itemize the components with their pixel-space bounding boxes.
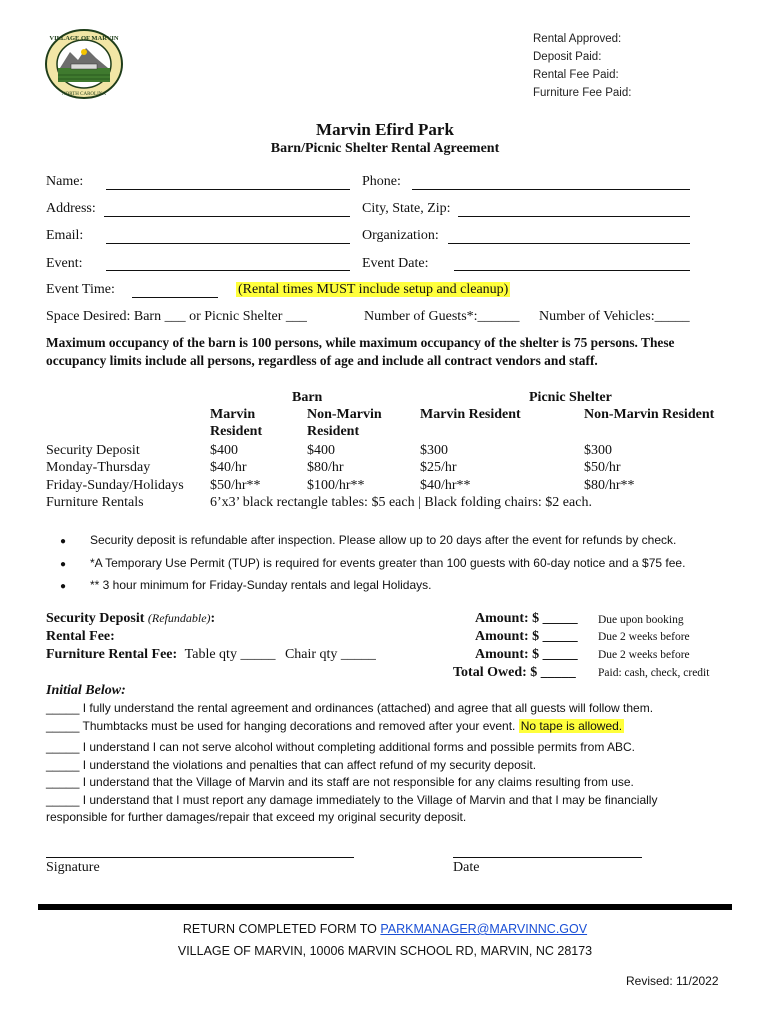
rental-times-note [236, 282, 510, 298]
list-item [60, 530, 685, 553]
rate-cell: $100/hr** [307, 478, 365, 493]
list-item-text: *A Temporary Use Permit (TUP) is required for events greater than 100 guests with 60-day notice and a $75 fee. [90, 555, 686, 570]
acknowledgement-item[interactable]: _____ I understand that the Village of Marvin and its staff are not responsible for any claims resulting from use. [46, 775, 634, 789]
acknowledgement-text: _____ Thumbtacks must be used for hanging decorations and removed after your event. [46, 718, 516, 733]
bullet-icon: ● [60, 581, 67, 592]
email-label: Email: [46, 228, 84, 243]
initial-below-heading: Initial Below: [46, 683, 126, 698]
event-label: Event: [46, 256, 83, 271]
rate-cell: $400 [210, 443, 238, 458]
rate-cell: $80/hr [307, 460, 344, 475]
list-item [60, 575, 685, 598]
return-instructions [0, 922, 770, 936]
village-address: VILLAGE OF MARVIN, 10006 MARVIN SCHOOL RD, MARVIN, NC 28173 [177, 944, 593, 958]
table-qty-field[interactable]: Table qty _____ [184, 647, 276, 662]
furniture-fee-label: Furniture Rental Fee: [46, 647, 178, 662]
due-note: Due 2 weeks before [598, 631, 690, 643]
event-field[interactable] [106, 270, 350, 271]
email-field[interactable] [106, 243, 350, 244]
rate-row-label: Friday-Sunday/Holidays [46, 478, 184, 493]
event-date-label: Event Date: [362, 256, 429, 271]
total-owed-field[interactable]: Total Owed: $ _____ [453, 665, 576, 680]
page-title: Marvin Efird Park [316, 120, 454, 139]
space-desired-field[interactable]: Space Desired: Barn ___ or Picnic Shelter ___ [46, 309, 307, 324]
col-barn-marvin-2: Resident [210, 424, 263, 439]
acknowledgement-item[interactable]: _____ I fully understand the rental agreement and ordinances (attached) and agree that all guests will follow them. [46, 701, 654, 715]
event-time-label: Event Time: [46, 282, 115, 297]
name-label: Name: [46, 174, 84, 189]
shelter-header: Picnic Shelter [529, 390, 612, 405]
rental-fee-label: Rental Fee: [46, 629, 115, 644]
rate-cell: $80/hr** [584, 478, 635, 493]
acknowledgement-item[interactable]: _____ I understand I can not serve alcohol without completing additional forms and possible permits from ABC. [46, 740, 635, 754]
logo-arc-top: VILLAGE OF MARVIN [49, 35, 119, 42]
rate-cell: $50/hr** [210, 478, 261, 493]
rate-cell: $300 [584, 443, 612, 458]
list-item-text: Security deposit is refundable after inspection. Please allow up to 20 days after the event for refunds by check. [90, 533, 677, 547]
date-field[interactable] [453, 857, 642, 858]
col-shelter-nonmarvin: Non-Marvin Resident [584, 407, 715, 422]
signature-label: Signature [46, 860, 100, 875]
park-manager-email-link[interactable]: PARKMANAGER@MARVINNC.GOV [380, 922, 588, 936]
revised-date: Revised: 11/2022 [626, 974, 719, 988]
rate-cell: $40/hr [210, 460, 247, 475]
amount-field[interactable]: Amount: $ _____ [475, 629, 578, 644]
chair-qty-field[interactable]: Chair qty _____ [284, 647, 376, 662]
acknowledgement-item[interactable]: _____ I understand the violations and penalties that can affect refund of my security deposit. [46, 757, 537, 772]
logo-arc-bottom: NORTH CAROLINA [61, 92, 107, 97]
col-barn-nonmarvin-1: Non-Marvin [307, 407, 382, 422]
list-item [60, 553, 685, 576]
rate-cell: $400 [307, 443, 335, 458]
bullet-icon: ● [60, 536, 67, 547]
name-field[interactable] [106, 189, 350, 190]
city-state-zip-label: City, State, Zip: [362, 201, 451, 216]
furniture-fee-paid-label: Furniture Fee Paid: [533, 87, 632, 99]
signature-field[interactable] [46, 857, 354, 858]
rental-fee-paid-label: Rental Fee Paid: [533, 69, 619, 81]
no-tape-highlight: No tape is allowed. [520, 718, 623, 733]
acknowledgement-item[interactable]: _____ I understand that I must report any damage immediately to the Village of Marvin and that I may be financially [46, 792, 658, 807]
amount-field[interactable]: Amount: $ _____ [475, 647, 578, 662]
bullet-icon: ● [60, 558, 67, 570]
furniture-rentals-label: Furniture Rentals [46, 495, 144, 510]
page-subtitle: Barn/Picnic Shelter Rental Agreement [270, 141, 500, 156]
phone-label: Phone: [362, 174, 401, 189]
date-label: Date [453, 860, 480, 875]
acknowledgement-item[interactable] [46, 718, 736, 736]
deposit-paid-label: Deposit Paid: [533, 51, 602, 63]
organization-label: Organization: [362, 228, 439, 243]
security-deposit-label [46, 611, 215, 627]
rate-row-label: Security Deposit [46, 443, 140, 458]
notes-list [60, 530, 685, 598]
event-time-field[interactable] [132, 297, 218, 298]
rate-cell: $50/hr [584, 460, 621, 475]
security-deposit-text: Security Deposit [46, 611, 145, 626]
furniture-fee-row [46, 647, 376, 663]
return-text: RETURN COMPLETED FORM TO [182, 922, 381, 936]
organization-field[interactable] [448, 243, 690, 244]
due-note: Due upon booking [598, 614, 684, 626]
amount-field[interactable]: Amount: $ _____ [475, 611, 578, 626]
due-note: Due 2 weeks before [598, 649, 690, 661]
village-seal-logo [44, 28, 124, 100]
acknowledgement-list [46, 700, 736, 827]
col-shelter-marvin: Marvin Resident [420, 407, 521, 422]
col-barn-marvin-1: Marvin [210, 407, 256, 422]
colon-text: : [210, 611, 216, 626]
furniture-rentals-text: 6’x3’ black rectangle tables: $5 each | Black folding chairs: $2 each. [210, 495, 592, 510]
occupancy-notice: Maximum occupancy of the barn is 100 persons, while maximum occupancy of the shelter is 75 persons. These occupancy limits include all persons, regardless of age and include all contract vendors and staff. [46, 335, 675, 368]
office-use-block [533, 30, 631, 102]
rental-approved-label: Rental Approved: [533, 33, 622, 45]
rate-cell: $40/hr** [420, 478, 471, 493]
footer-divider [38, 904, 732, 910]
rate-cell: $25/hr [420, 460, 457, 475]
rate-row-label: Monday-Thursday [46, 460, 151, 475]
event-date-field[interactable] [454, 270, 690, 271]
address-label: Address: [46, 201, 96, 216]
rental-times-note-text: (Rental times MUST include setup and cleanup) [238, 282, 509, 297]
address-field[interactable] [104, 216, 350, 217]
rate-cell: $300 [420, 443, 448, 458]
number-of-vehicles-field[interactable]: Number of Vehicles:_____ [539, 309, 690, 324]
barn-header: Barn [292, 390, 323, 405]
acknowledgement-item-continued: responsible for further damages/repair that exceed my original security deposit. [46, 810, 467, 824]
col-barn-nonmarvin-2: Resident [307, 424, 360, 439]
payment-methods-note: Paid: cash, check, credit [598, 667, 710, 679]
list-item-text: ** 3 hour minimum for Friday-Sunday rentals and legal Holidays. [90, 578, 432, 592]
number-of-guests-field[interactable]: Number of Guests*:______ [364, 309, 520, 324]
phone-field[interactable] [412, 189, 690, 190]
city-state-zip-field[interactable] [458, 216, 690, 217]
refundable-text: (Refundable) [147, 611, 211, 625]
